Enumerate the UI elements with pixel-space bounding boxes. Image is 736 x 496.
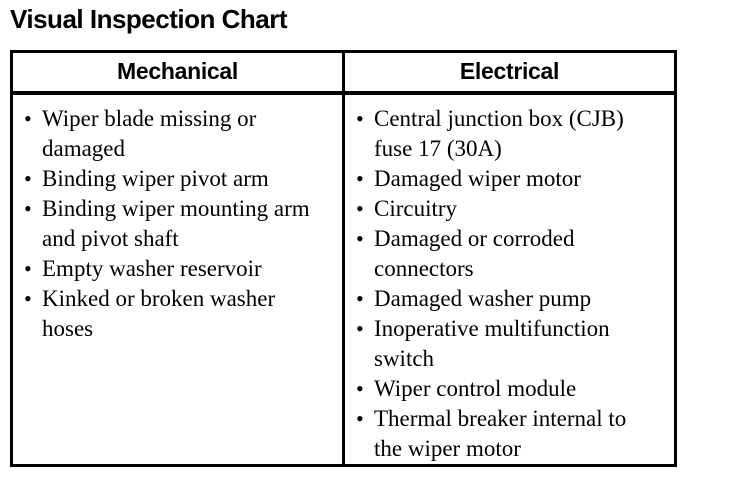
list-item-text: Empty washer reservoir <box>42 256 262 281</box>
page-title: Visual Inspection Chart <box>10 4 287 34</box>
list-item-text: Inoperative multifunction switch <box>374 316 610 371</box>
list-item <box>13 254 342 284</box>
column-header-mechanical: Mechanical <box>13 53 342 95</box>
bullet-icon: • <box>24 196 32 221</box>
bullet-icon: • <box>356 106 364 131</box>
bullet-icon: • <box>24 166 32 191</box>
list-item <box>345 194 674 224</box>
electrical-item-list <box>345 104 674 464</box>
list-item <box>345 224 674 284</box>
list-item-text: Central junction box (CJB) fuse 17 (30A) <box>374 106 624 161</box>
list-item-text: Thermal breaker internal to the wiper motor <box>374 406 627 461</box>
list-item-text: Binding wiper mounting arm and pivot shaft <box>42 196 310 251</box>
bullet-icon: • <box>24 286 32 311</box>
list-item-text: Wiper blade missing or damaged <box>42 106 257 161</box>
bullet-icon: • <box>356 286 364 311</box>
table-column-mechanical <box>13 53 342 464</box>
list-item <box>13 164 342 194</box>
list-item <box>345 314 674 374</box>
list-item <box>345 164 674 194</box>
list-item <box>13 104 342 164</box>
bullet-icon: • <box>356 196 364 221</box>
bullet-icon: • <box>356 226 364 251</box>
list-item <box>345 374 674 404</box>
list-item-text: Circuitry <box>374 196 458 221</box>
list-item-text: Wiper control module <box>374 376 577 401</box>
list-item-text: Damaged washer pump <box>374 286 592 311</box>
list-item <box>345 404 674 464</box>
list-item-text: Binding wiper pivot arm <box>42 166 269 191</box>
visual-inspection-table <box>10 50 677 467</box>
column-header-electrical: Electrical <box>345 53 674 95</box>
bullet-icon: • <box>356 406 364 431</box>
list-item <box>345 104 674 164</box>
list-item <box>13 194 342 254</box>
bullet-icon: • <box>356 166 364 191</box>
list-item-text: Kinked or broken washer hoses <box>42 286 276 341</box>
bullet-icon: • <box>24 256 32 281</box>
mechanical-item-list <box>13 104 342 464</box>
list-item-text: Damaged or corroded connectors <box>374 226 575 281</box>
bullet-icon: • <box>356 376 364 401</box>
bullet-icon: • <box>356 316 364 341</box>
table-column-electrical <box>342 53 674 464</box>
list-item-text: Damaged wiper motor <box>374 166 581 191</box>
list-item <box>13 284 342 344</box>
bullet-icon: • <box>24 106 32 131</box>
list-item <box>345 284 674 314</box>
